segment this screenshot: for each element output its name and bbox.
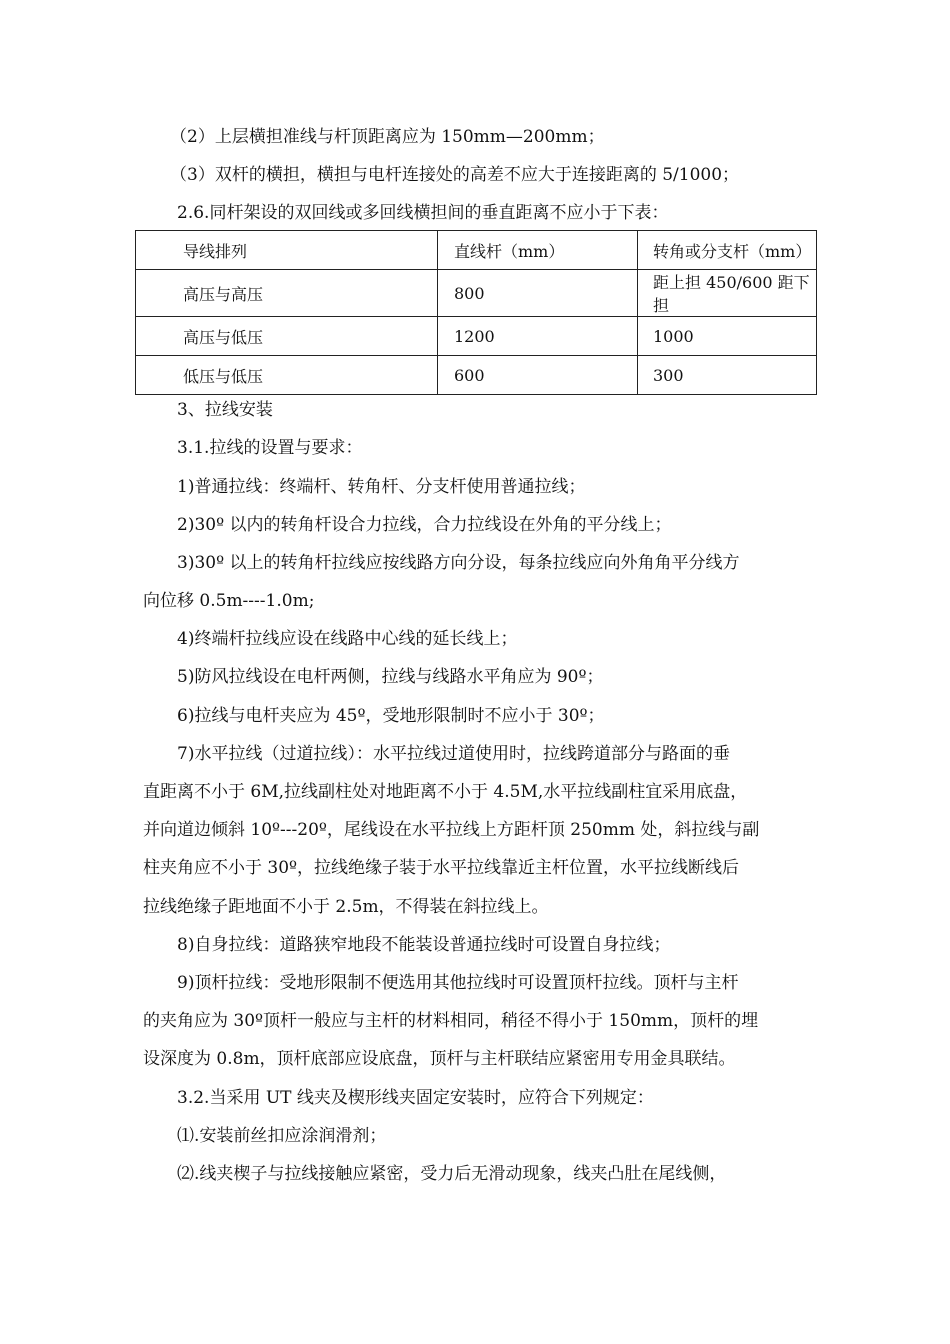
paragraph-line: 7)水平拉线（过道拉线）：水平拉线过道使用时，拉线跨道部分与路面的垂 (177, 744, 730, 764)
paragraph-line: 8)自身拉线：道路狭窄地段不能装设普通拉线时可设置自身拉线； (177, 935, 671, 955)
table-cell: 高压与低压 (136, 317, 438, 356)
paragraph-line: 5)防风拉线设在电杆两侧，拉线与线路水平角应为 90º； (177, 667, 604, 687)
paragraph-line: 向位移 0.5m----1.0m; (143, 591, 315, 611)
paragraph-line: 2)30º 以内的转角杆设合力拉线，合力拉线设在外角的平分线上； (177, 515, 672, 535)
paragraph-line: 4)终端杆拉线应设在线路中心线的延长线上； (177, 629, 518, 649)
paragraph-line: 9)顶杆拉线：受地形限制不便选用其他拉线时可设置顶杆拉线。顶杆与主杆 (177, 973, 739, 993)
table-cell: 300 (638, 356, 817, 395)
paragraph-line: 3)30º 以上的转角杆拉线应按线路方向分设，每条拉线应向外角角平分线方 (177, 553, 740, 573)
paragraph-line: 设深度为 0.8m，顶杆底部应设底盘，顶杆与主杆联结应紧密用专用金具联结。 (143, 1049, 736, 1069)
paragraph-line: 直距离不小于 6M,拉线副柱处对地距离不小于 4.5M,水平拉线副柱宜采用底盘， (143, 782, 748, 802)
crossarm-spacing-table (135, 230, 817, 395)
table-row (136, 270, 817, 317)
table-cell: 距上担 450/600 距下担 (638, 270, 817, 317)
table-header-cell: 导线排列 (136, 231, 438, 270)
subsection-heading: 3.2.当采用 UT 线夹及楔形线夹固定安装时，应符合下列规定： (177, 1088, 654, 1108)
table-header-row (136, 231, 817, 270)
paragraph-line: 拉线绝缘子距地面不小于 2.5m，不得装在斜拉线上。 (143, 897, 549, 917)
table-cell: 600 (438, 356, 638, 395)
paragraph-line: 柱夹角应不小于 30º，拉线绝缘子装于水平拉线靠近主杆位置，水平拉线断线后 (143, 858, 740, 878)
table-cell: 1200 (438, 317, 638, 356)
table-cell: 1000 (638, 317, 817, 356)
paragraph-line: （3）双杆的横担，横担与电杆连接处的高差不应大于连接距离的 5/1000； (170, 165, 740, 185)
table-header-cell: 转角或分支杆（mm） (638, 231, 817, 270)
paragraph-line: 的夹角应为 30º顶杆一般应与主杆的材料相同，稍径不得小于 150mm，顶杆的埋 (143, 1011, 759, 1031)
table-row (136, 317, 817, 356)
table-cell: 高压与高压 (136, 270, 438, 317)
table-row (136, 356, 817, 395)
paragraph-line: ⑵.线夹楔子与拉线接触应紧密，受力后无滑动现象，线夹凸肚在尾线侧， (177, 1164, 727, 1184)
paragraph-line: （2）上层横担准线与杆顶距离应为 150mm—200mm； (170, 127, 605, 147)
paragraph-line: 1)普通拉线：终端杆、转角杆、分支杆使用普通拉线； (177, 477, 586, 497)
paragraph-line: ⑴.安装前丝扣应涂润滑剂； (177, 1126, 387, 1146)
subsection-heading: 3.1.拉线的设置与要求： (177, 438, 363, 458)
section-heading: 3、拉线安装 (177, 400, 273, 420)
table-cell: 800 (438, 270, 638, 317)
paragraph-line: 并向道边倾斜 10º---20º，尾线设在水平拉线上方距杆顶 250mm 处，斜拉线与副 (143, 820, 760, 840)
table-cell: 低压与低压 (136, 356, 438, 395)
table-header-cell: 直线杆（mm） (438, 231, 638, 270)
paragraph-line: 6)拉线与电杆夹应为 45º，受地形限制时不应小于 30º； (177, 706, 605, 726)
paragraph-line: 2.6.同杆架设的双回线或多回线横担间的垂直距离不应小于下表： (177, 203, 669, 223)
